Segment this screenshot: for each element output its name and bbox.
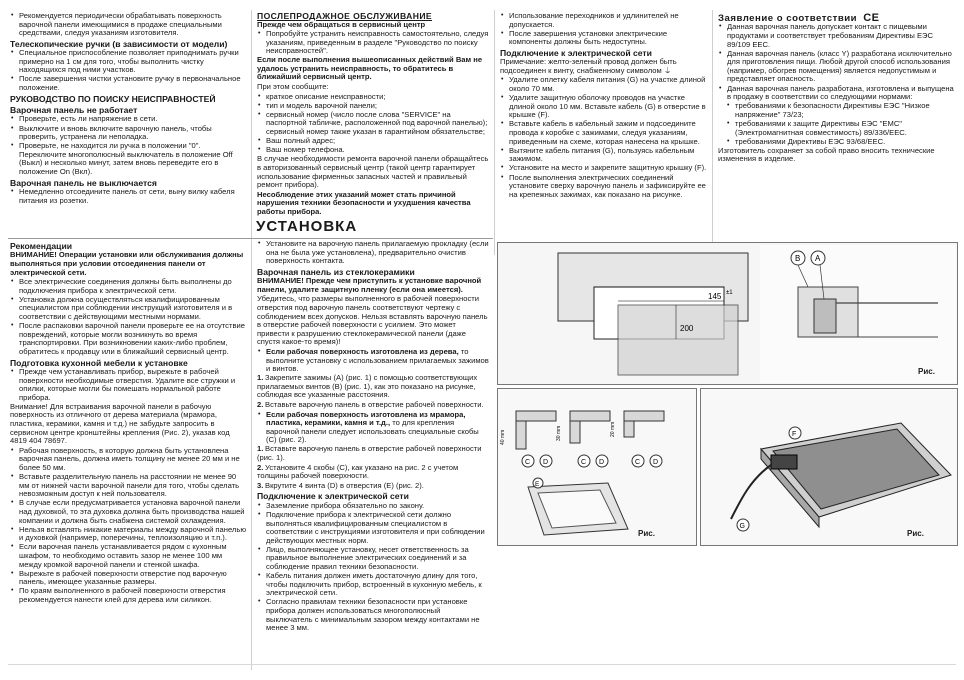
list-item: • Проверьте, есть ли напряжение в сети.	[10, 115, 246, 124]
dim-20: 20 mm	[610, 421, 616, 437]
list-item: • Проверьте, не находится ли ручка в положении "0". Переключите многополюсный выключатель в положение Off (Выкл) и несколько минут, затем вновь переведите его в положение On (Вкл).	[10, 142, 246, 176]
step: 2. Установите 4 скобы (C), как указано на рис. 2 с учетом толщины рабочей поверхности.	[257, 462, 459, 481]
figure-3-caption: Рис.	[907, 529, 924, 538]
connect-list	[500, 76, 708, 199]
list-item: • Согласно правилам техники безопасности при установке прибора должен использоваться многополюсный выключатель с минимальным зазором между контактами не менее 3 мм.	[257, 598, 489, 632]
list-item: • Рекомендуется периодически обрабатывать поверхность варочной панели имеющимися в продаже специальными средствами, следуя указаниям изготовителя.	[10, 12, 246, 38]
list-item: • В случае если предусматривается установка варочной панели над духовкой, то эта духовка должна быть производства нашей компании и должна быть снабжена системой охлаждения.	[10, 499, 246, 525]
figure-2-caption: Рис.	[638, 529, 655, 538]
list-item: • После завершения чистки установите ручку в первоначальное положение.	[10, 75, 246, 92]
service-bold-note: Несоблюдение этих указаний может стать причиной нарушения техники безопасности и ухудшения качества работы прибора.	[257, 189, 471, 216]
list-item: • Рабочая поверхность, в которую должна быть установлена варочная панель, должна иметь толщину не менее 20 мм и не более 50 мм.	[10, 447, 246, 473]
conformity-title: Заявление о соответствии CE	[718, 12, 880, 24]
glass-text: Убедитесь, что размеры выполненного в рабочей поверхности отверстия под варочную панель соответствуют чертежу с соблюдением всех допусков. Нельзя вставлять варочную панель в отверстие рабочей поверхности с усилием. Это может привести к разрушению стеклокерамической панели (даже спустя какое-то время)!	[257, 294, 488, 347]
list-item: • Вставьте разделительную панель на расстоянии не менее 90 мм от нижней части варочной панели для того, чтобы сделать невозможным доступ к ней пользователя.	[10, 473, 246, 499]
list-item: • Вырежьте в рабочей поверхности отверстие под варочную панель, имеющее указанные размеры.	[10, 570, 246, 587]
wood-block	[257, 348, 489, 374]
list-item: • Немедленно отсоедините панель от сети, выну вилку кабеля питания из розетки.	[10, 188, 246, 205]
list-item: • Удалите защитную оболочку проводов на участке длиной около 10 мм. Вставьте кабель (G) в отверстие в крышке (F).	[500, 94, 708, 120]
ground-icon: ⏚	[663, 65, 672, 75]
dim-200: 200	[680, 324, 694, 333]
wood-title: Если рабочая поверхность изготовлена из дерева,	[266, 346, 459, 356]
step: 3. Вкрутите 4 винта (D) в отверстия (E) (рис. 2).	[257, 480, 424, 490]
kitchen-list-2	[10, 447, 246, 605]
service-list	[257, 30, 489, 56]
dim-40: 40 mm	[500, 429, 506, 445]
rec-list	[10, 278, 246, 356]
col4-top	[718, 12, 956, 165]
glass-title: Варочная панель из стеклокерамики	[257, 266, 415, 277]
list-item: • Выключите и вновь включите варочную панель, чтобы проверить, устранена ли неполадка.	[10, 125, 246, 142]
steps-2	[257, 445, 489, 490]
list-item: • краткое описание неисправности;	[257, 93, 489, 102]
list-item: • Прежде чем устанавливать прибор, вырежьте в рабочей поверхности необходимые отверстия. Удалите все стружки и опилки, которые могли бы помешать нормальной работе прибора.	[10, 368, 246, 402]
service-warning: Если после выполнения вышеописанных действий Вам не удалось устранить неисправность, то обратитесь в ближайший сервисный центр.	[257, 55, 483, 82]
dim-145: 145	[708, 292, 722, 301]
service-report: При этом сообщите:	[257, 82, 329, 92]
list-item: • Заземление прибора обязательно по закону.	[257, 502, 489, 511]
list-item: • Установите на место и закрепите защитную крышку (F).	[500, 164, 708, 173]
label-d: D	[599, 459, 605, 466]
step: 1. Закрепите зажимы (A) (рис. 1) с помощью соответствующих прилагаемых винтов (B) (рис. 1), как это показано на рисунке, соблюдая все указанные расстояния.	[257, 373, 478, 400]
kitchen-title: Подготовка кухонной мебели к установке	[10, 357, 188, 368]
list-item: • Если варочная панель устанавливается рядом с кухонным шкафом, то необходимо оставить зазор не менее 100 мм между кромкой варочной панели и стенкой шкафа.	[10, 543, 246, 569]
service-text: В случае необходимости ремонта варочной панели обращайтесь в авторизованный сервисный центр (такой центр гарантирует использование фирменных запасных частей и правильный ремонт прибора).	[257, 154, 489, 190]
troubleshoot-title: РУКОВОДСТВО ПО ПОИСКУ НЕИСПРАВНОСТЕЙ	[10, 93, 216, 104]
list-item: • После завершения установки электрические компоненты должны быть недоступны.	[500, 30, 708, 47]
label-c: C	[581, 459, 587, 466]
figure-1-drawing	[498, 243, 958, 385]
step-number: 2.	[257, 462, 264, 472]
marble-text: то для крепления варочной панели следует использовать специальные скобы (C) (рис. 2).	[266, 418, 479, 445]
label-f: F	[792, 431, 797, 438]
label-b: B	[795, 254, 801, 263]
list-item: • По краям выполненного в рабочей поверхности отверстия рекомендуется нанести клей для дерева или силикон.	[10, 587, 246, 604]
step: 1. Вставьте варочную панель в отверстие рабочей поверхности (рис. 1).	[257, 444, 482, 463]
list-item: • Ваш полный адрес;	[257, 137, 489, 146]
rec-title: Рекомендации	[10, 241, 73, 251]
bottom-rule	[8, 664, 956, 665]
list-item: • Вставьте кабель в кабельный зажим и подсоедините провода к коробке с зажимами, следуя указаниям, приведенным на схеме, которая нанесена на крышке.	[500, 120, 708, 146]
conformity-footer: Изготовитель сохраняет за собой право вносить технические изменения в изделие.	[718, 145, 935, 164]
list-item: • Использование переходников и удлинителей не допускается.	[500, 12, 708, 29]
list-item: • Вытяните кабель питания (G), пользуясь кабельным зажимом.	[500, 147, 708, 164]
list-item	[257, 411, 489, 445]
list-item: • требованиями к защите Директивы ЕЭС "ЕМС" (Электромагнитная совместимость) 89/336/ЕЕС.	[726, 120, 956, 137]
label-e: E	[535, 481, 540, 488]
glass-warning: ВНИМАНИЕ! Прежде чем приступить к установке варочной панели, удалите защитную пленку (если она имеется).	[257, 276, 482, 294]
ce-mark: CE	[863, 12, 880, 24]
step: 2. Вставьте варочную панель в отверстие рабочей поверхности.	[257, 400, 484, 409]
steps-1	[257, 374, 489, 409]
elec-title: Подключение к электрической сети	[257, 491, 409, 502]
list-item: • требованиями к безопасности Директивы ЕЭС "Низкое напряжение" 73/23;	[726, 102, 956, 119]
conformity-list	[718, 23, 956, 101]
step-number: 1.	[257, 444, 264, 454]
connect-title: Подключение к электрической сети	[500, 47, 652, 58]
connect-note: Примечание: желто-зеленый провод должен быть подсоединен к винту, снабженному символом ⏚	[500, 57, 677, 75]
dim-30: 30 mm	[556, 425, 562, 441]
list-item: • Подключение прибора к электрической сети должно выполняться квалифицированным специалистом в соответствии с инструкциями изготовителя и при соблюдении действующих местных норм.	[257, 511, 489, 545]
col2-bottom	[257, 240, 489, 633]
list-item: • Установите на варочную панель прилагаемую прокладку (если она не была уже установлена), предварительно очистив поверхность контакта.	[257, 240, 489, 266]
marble-title: Если рабочая поверхность изготовлена из мрамора, пластика, керамики, камня и т.д.,	[266, 409, 466, 428]
not-off-title: Варочная панель не выключается	[10, 177, 157, 188]
list-item: • Специальное приспособление позволяет приподнимать ручки примерно на 1 см для того, чтобы выполнить чистку находящихся под ними участков.	[10, 49, 246, 75]
column-separator-2	[494, 10, 495, 255]
step-number: 1.	[257, 373, 264, 383]
knobs-list	[10, 49, 246, 92]
not-working-list	[10, 115, 246, 176]
norms-list	[718, 102, 956, 146]
list-item: • тип и модель варочной панели;	[257, 102, 489, 111]
install-title: УСТАНОВКА	[256, 218, 358, 235]
gasket-list	[257, 240, 489, 266]
figure-1-caption: Рис.	[918, 367, 935, 376]
label-a: A	[815, 254, 821, 263]
kitchen-list	[10, 368, 246, 402]
figure-2	[497, 388, 697, 546]
not-off-list	[10, 188, 246, 205]
service-title: ПОСЛЕПРОДАЖНОЕ ОБСЛУЖИВАНИЕ	[257, 11, 433, 21]
figure-3	[700, 388, 958, 546]
col1-bottom	[10, 240, 246, 605]
list-item: • сервисный номер (число после слова "SERVICE" на паспортной табличке, расположенной под варочной панелью); сервисный номер также указан в гарантийном обязательстве;	[257, 111, 489, 137]
knobs-title: Телескопические ручки (в зависимости от модели)	[10, 38, 228, 49]
service-report-list	[257, 93, 489, 155]
list-item: • Нельзя вставлять никакие материалы между варочной панелью и духовкой (например, поперечины, теплоизоляцию и т.п.).	[10, 526, 246, 543]
list-item: • Установка должна осуществляться квалифицированным специалистом при соблюдении инструкций изготовителя и в соответствии с действующими местными нормами.	[10, 296, 246, 322]
step-number: 3.	[257, 480, 264, 490]
kitchen-warning: Внимание! Для встраивания варочной панели в рабочую поверхность из отличного от дерева материала (мрамора, пластика, керамики, камня и т.д.) не забудьте запросить в сервисном центре кронштейны крепления (Рис. 2), указав код 4819 404 78697.	[10, 401, 230, 446]
label-g: G	[739, 523, 745, 530]
list-item: • Удалите оплетку кабеля питания (G) на участке длиной около 70 мм.	[500, 76, 708, 93]
step-number: 2.	[257, 400, 264, 409]
service-subtitle: Прежде чем обращаться в сервисный центр	[257, 20, 426, 30]
list-item: • Попробуйте устранить неисправность самостоятельно, следуя указаниям, приведенным в разделе "Руководство по поиску неисправностей".	[257, 30, 489, 56]
col1-top	[10, 12, 246, 206]
list-item: • После выполнения электрических соединений установите сверху варочную панель и зафиксируйте ее на крепежных зажимах, как показано на рисунке.	[500, 174, 708, 200]
wood-text: то выполните установку с использованием прилагаемых зажимов и винтов.	[266, 346, 489, 374]
not-working-title: Варочная панель не работает	[10, 105, 138, 116]
list-item: • Данная варочная панель допускает контакт с пищевыми продуктами и соответствует требованиям Директивы ЕЭС 89/109 ЕЕС.	[718, 23, 956, 49]
list-item: • После распаковки варочной панели проверьте ее на отсутствие повреждений, которые могли возникнуть во время транспортировки. При возникновении каких-либо проблем, обратитесь к продавцу или в ближайший сервисный центр.	[10, 322, 246, 356]
adapters-list	[500, 12, 708, 47]
list-item: • Ваш номер телефона.	[257, 146, 489, 155]
figure-1	[497, 242, 958, 385]
list-item: • Данная варочная панель разработана, изготовлена и выпущена в продажу в соответствии со следующими нормами:	[718, 85, 956, 102]
column-separator-1	[251, 10, 252, 670]
label-d: D	[653, 459, 659, 466]
label-c: C	[525, 459, 531, 466]
col3-top	[500, 12, 708, 200]
list-item	[257, 348, 489, 374]
figure-3-drawing	[701, 389, 958, 546]
col2-top	[257, 12, 489, 217]
list-item: • требованиями Директивы ЕЭС 93/68/ЕЕС.	[726, 138, 956, 147]
figure-2-drawing	[498, 389, 697, 546]
rec-warning: ВНИМАНИЕ! Операции установки или обслуживания должны выполняться при условии отсоединения панели от электрической сети.	[10, 250, 244, 277]
dim-tolerance: ±1	[726, 290, 733, 296]
list-item: • Данная варочная панель (класс Y) разработана исключительно для приготовления пищи. Любой другой способ использования (например, обогрев помещения) является недопустимым и представляет опасность.	[718, 50, 956, 84]
label-c: C	[635, 459, 641, 466]
care-list	[10, 12, 246, 38]
list-item: • Кабель питания должен иметь достаточную длину для того, чтобы подключить прибор, встроенный в кухонную мебель, к электрической сети.	[257, 572, 489, 598]
elec-list	[257, 502, 489, 633]
list-item: • Все электрические соединения должны быть выполнены до подключения прибора к электрической сети.	[10, 278, 246, 295]
marble-block	[257, 411, 489, 445]
column-separator-3	[712, 10, 713, 255]
label-d: D	[543, 459, 549, 466]
list-item: • Лицо, выполняющее установку, несет ответственность за правильное выполнение электрических соединений и за соблюдение правил техники безопасности.	[257, 546, 489, 572]
